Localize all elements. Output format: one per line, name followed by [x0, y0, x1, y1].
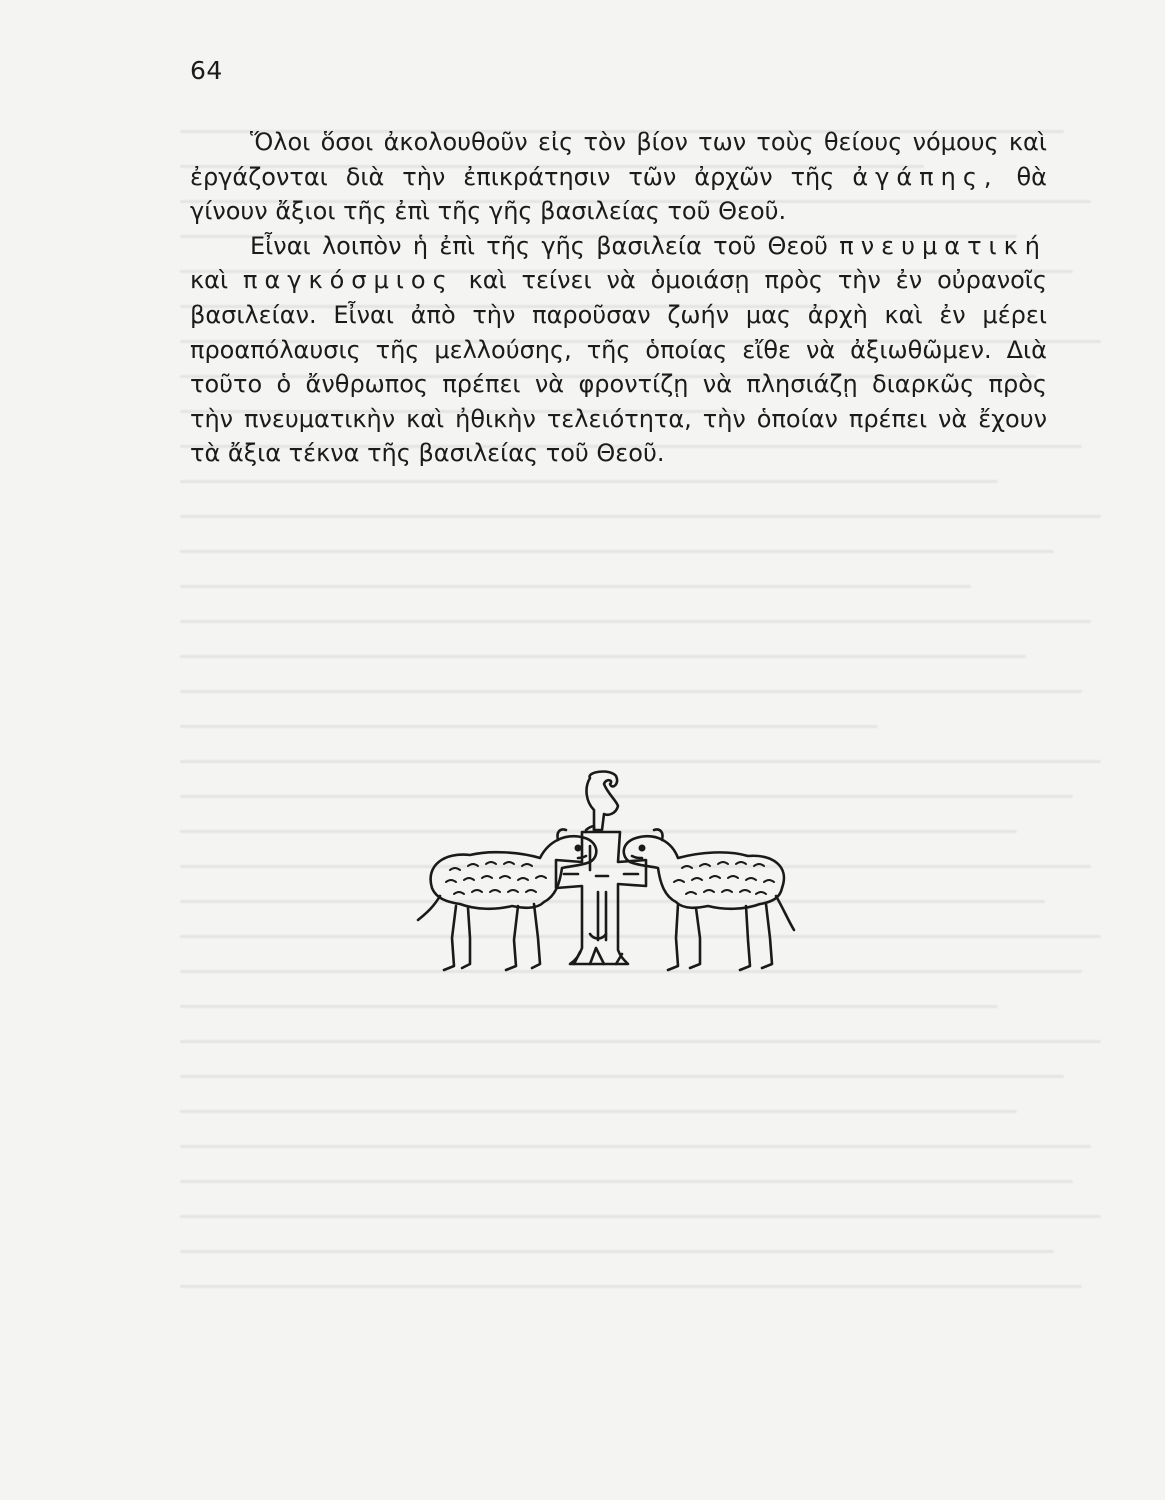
- page-number: 64: [190, 56, 223, 85]
- text-line: γίνουν ἄξιοι τῆς ἐπὶ τῆς γῆς βασιλείας τοῦ Θεοῦ.: [190, 197, 787, 226]
- text-line: [190, 263, 1047, 298]
- spaced-emphasis: παγκόσμιος: [243, 266, 454, 295]
- spaced-emphasis: ἀγάπης,: [852, 162, 999, 191]
- spaced-emphasis: πνευματική: [839, 231, 1047, 260]
- text-span: θὰ: [1016, 162, 1047, 191]
- text-span: καὶ τείνει νὰ ὁμοιάσῃ πρὸς τὴν ἐν οὐρανοῖς: [468, 266, 1048, 295]
- text-line: [190, 229, 1047, 264]
- paragraph-2: [190, 229, 1047, 471]
- text-line: τὰ ἄξια τέκνα τῆς βασιλείας τοῦ Θεοῦ.: [190, 439, 665, 468]
- text-span: Εἶναι λοιπὸν ἡ ἐπὶ τῆς γῆς βασιλεία τοῦ Θεοῦ: [250, 231, 828, 260]
- text-line: τὴν πνευματικὴν καὶ ἠθικὴν τελειότητα, τὴν ὁποίαν πρέπει νὰ ἔχουν: [190, 404, 1047, 433]
- right-lamb-icon: [624, 829, 794, 970]
- text-span: καὶ: [190, 266, 229, 295]
- text-line: Ὅλοι ὅσοι ἀκολουθοῦν εἰς τὸν βίον των τοὺς θείους νόμους καὶ: [250, 128, 1047, 156]
- text-span: ἐργάζονται διὰ τὴν ἐπικράτησιν τῶν ἀρχῶν τῆς: [190, 162, 835, 191]
- text-line: [190, 160, 1047, 195]
- lamb-cross-lamb-emblem-icon: [410, 770, 805, 985]
- body-text: [190, 125, 1047, 471]
- text-line: προαπόλαυσις τῆς μελλούσης, τῆς ὁποίας εἴθε νὰ ἀξιωθῶμεν. Διὰ: [190, 335, 1047, 364]
- text-line: τοῦτο ὁ ἄνθρωπος πρέπει νὰ φροντίζῃ νὰ πλησιάζῃ διαρκῶς πρὸς: [190, 370, 1047, 399]
- paragraph-1: [190, 125, 1047, 229]
- left-lamb-icon: [418, 829, 596, 970]
- text-line: βασιλείαν. Εἶναι ἀπὸ τὴν παροῦσαν ζωήν μας ἀρχὴ καὶ ἐν μέρει: [190, 300, 1047, 329]
